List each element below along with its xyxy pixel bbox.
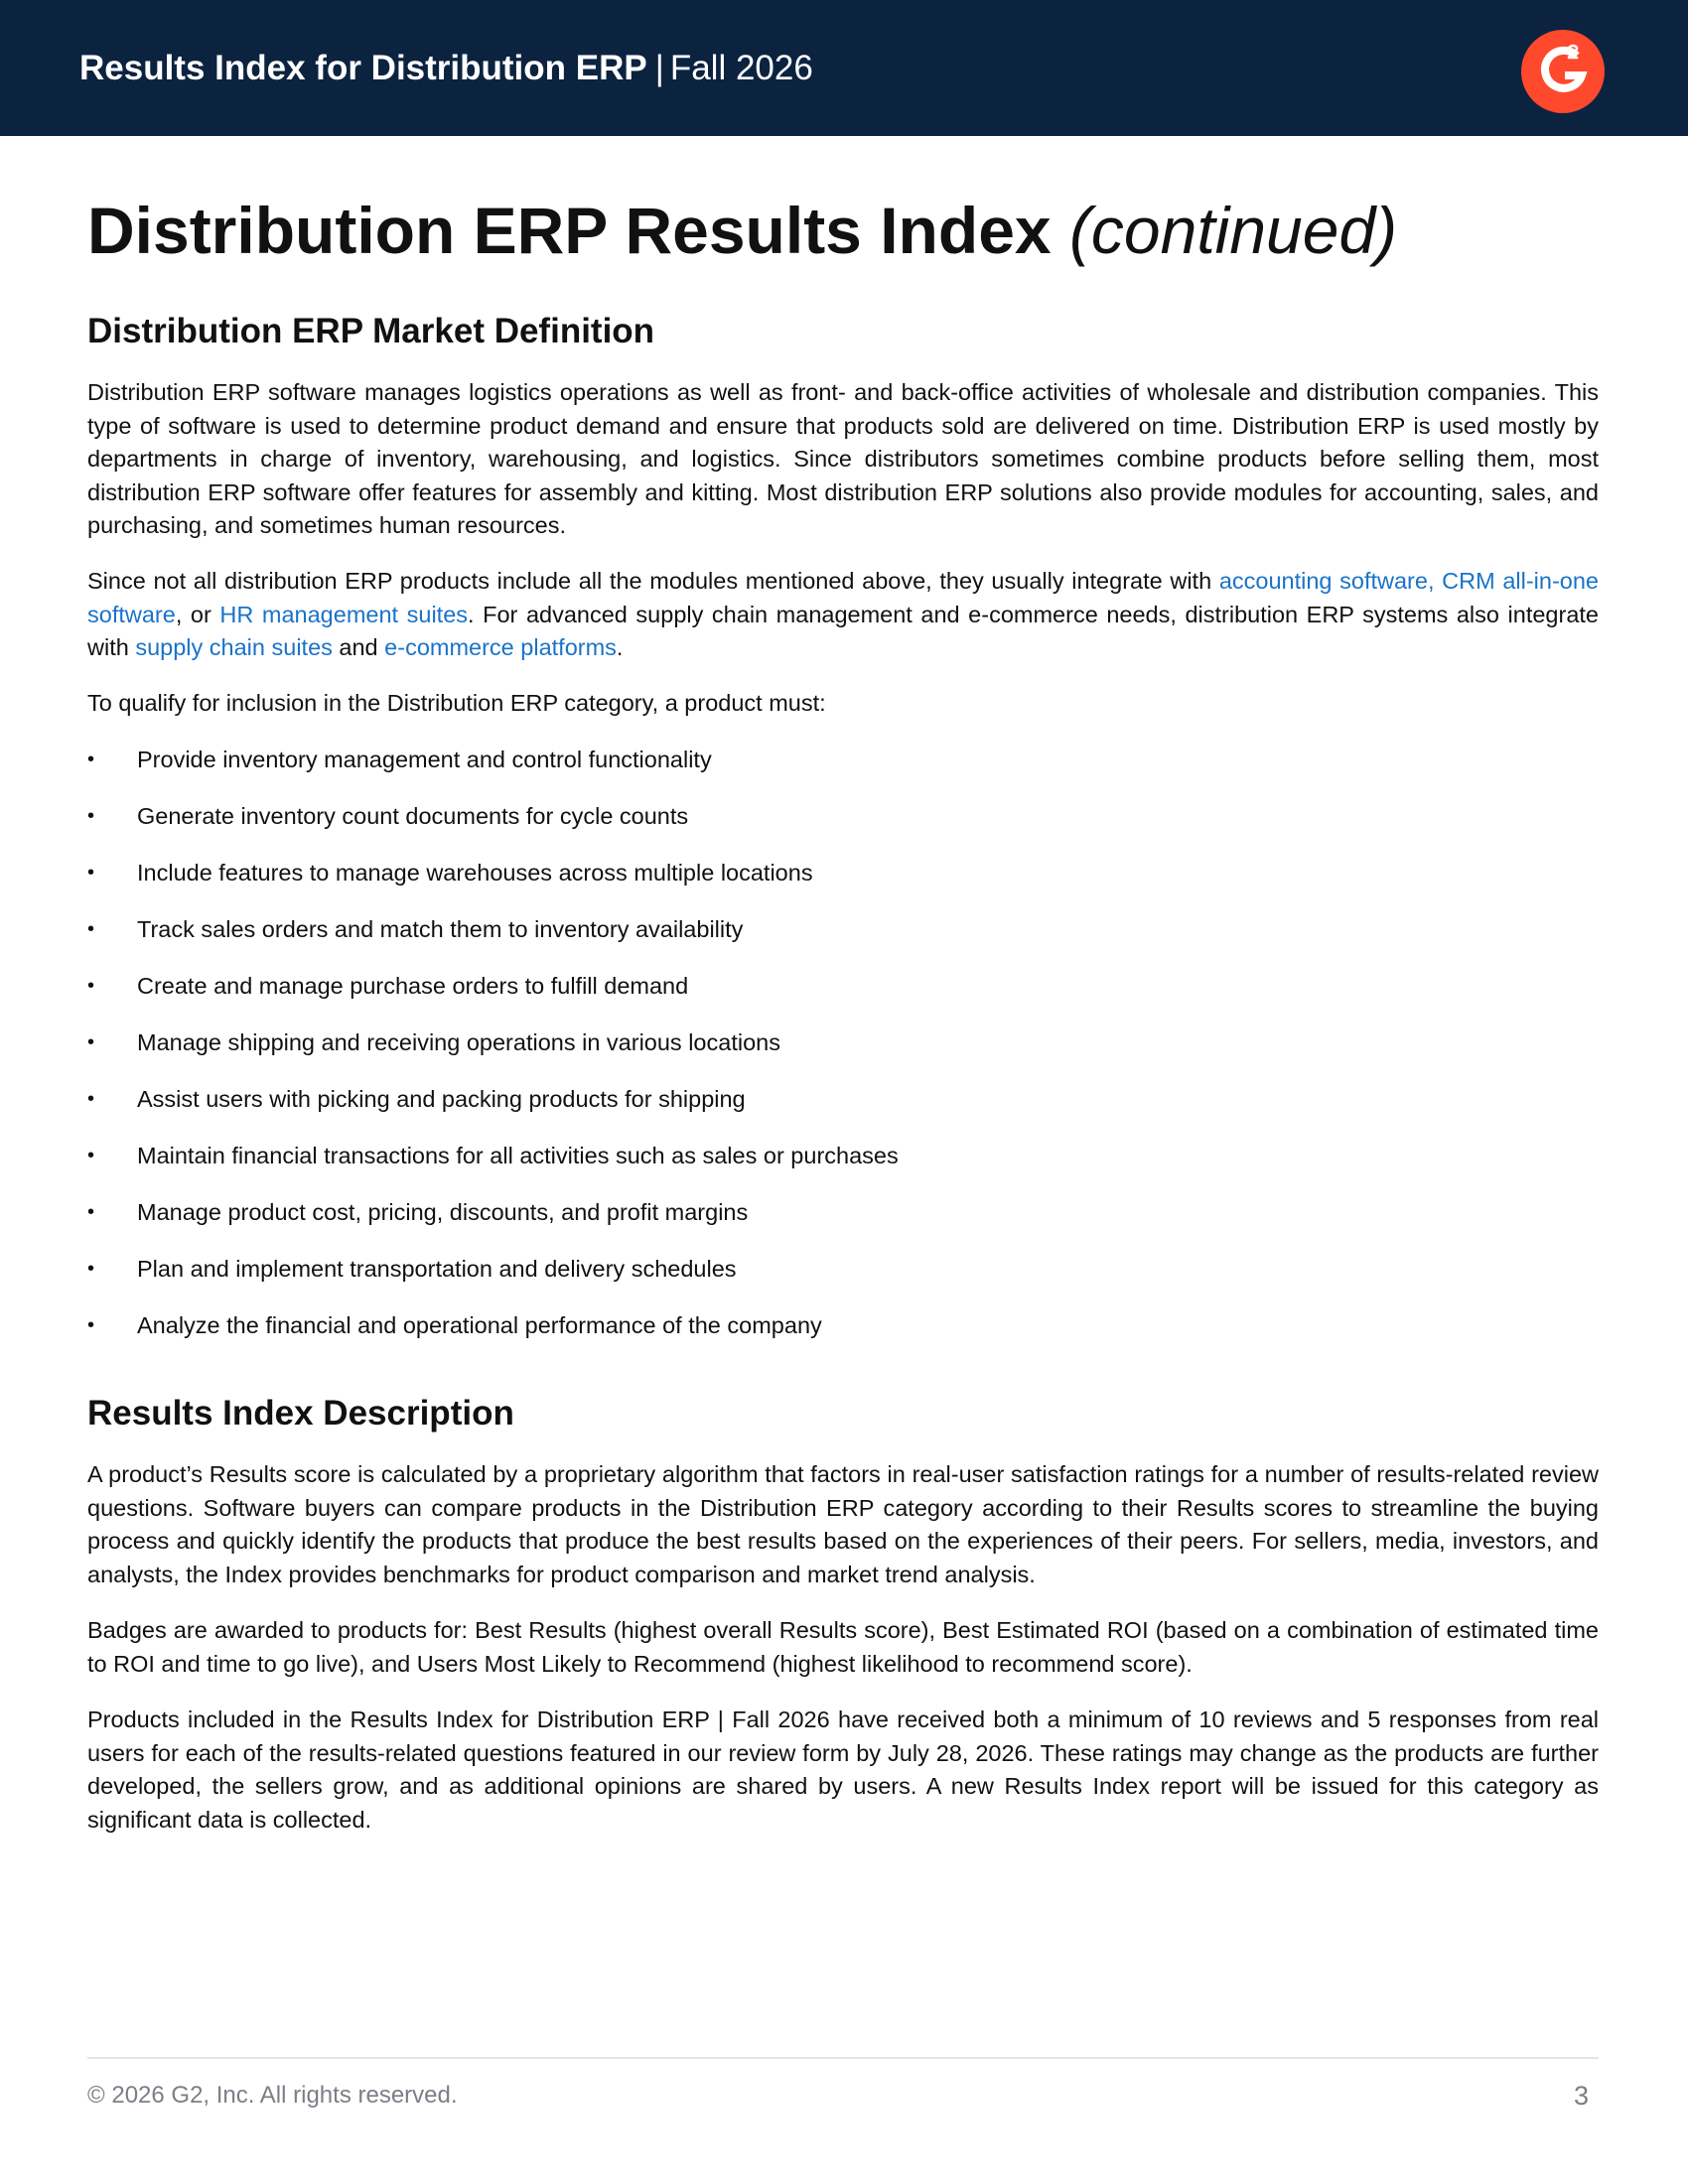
g2-logo-icon	[1521, 30, 1605, 113]
header-bar	[0, 0, 1688, 136]
criteria-text: Track sales orders and match them to inventory availability	[137, 916, 744, 942]
footer-copyright: © 2026 G2, Inc. All rights reserved.	[87, 2082, 458, 2109]
page-number: 3	[1573, 2081, 1589, 2111]
bullet-icon: •	[87, 1201, 95, 1223]
bullet-icon: •	[87, 805, 95, 827]
link-accounting-crm[interactable]: accounting software, CRM all-in-one software	[87, 568, 1599, 627]
integrations-paragraph	[87, 565, 1599, 665]
integrations-text-c: . For advanced supply chain management and e-commerce needs, distribution ERP systems also integrate with	[87, 601, 1599, 660]
page-title-main: Distribution ERP Results Index	[87, 194, 1052, 267]
integrations-text-b: , or	[175, 601, 220, 627]
list-item	[87, 1308, 1577, 1365]
criteria-text: Plan and implement transportation and delivery schedules	[137, 1256, 737, 1282]
integrations-text-d: and	[332, 634, 385, 660]
bullet-icon: •	[87, 1258, 95, 1280]
report-title	[79, 46, 813, 91]
link-ecommerce[interactable]: e-commerce platforms	[384, 634, 617, 660]
criteria-text: Assist users with picking and packing products for shipping	[137, 1086, 746, 1112]
criteria-text: Manage product cost, pricing, discounts, and profit margins	[137, 1199, 749, 1225]
criteria-text: Manage shipping and receiving operations in various locations	[137, 1029, 780, 1055]
title-separator: |	[654, 49, 664, 87]
list-item	[87, 969, 1577, 1025]
bullet-icon: •	[87, 1314, 95, 1336]
list-item	[87, 1082, 1577, 1139]
bullet-icon: •	[87, 749, 95, 770]
results-score-paragraph: A product’s Results score is calculated by a proprietary algorithm that factors in real-user satisfaction ratings for a number of results-related review questions. Software buyers can compare products in the Distribution ERP category according to their Results scores to streamline the buying process and quickly identify the products that produce the best results based on the experiences of their peers. For sellers, media, investors, and analysts, the Index provides benchmarks for product comparison and market trend analysis.	[87, 1461, 1599, 1587]
bullet-icon: •	[87, 1088, 95, 1110]
bullet-icon: •	[87, 975, 95, 997]
list-item	[87, 856, 1577, 912]
integrations-text-e: .	[616, 634, 624, 660]
results-index-heading: Results Index Description	[87, 1394, 514, 1433]
criteria-text: Maintain financial transactions for all activities such as sales or purchases	[137, 1143, 899, 1168]
page-title	[87, 191, 1617, 270]
inclusion-paragraph: Products included in the Results Index for Distribution ERP | Fall 2026 have received both a minimum of 10 reviews and 5 responses from real users for each of the results-related questions featured in our review form by July 28, 2026. These ratings may change as the products are further developed, the sellers grow, and as additional opinions are shared by users. A new Results Index report will be issued for this category as significant data is collected.	[87, 1706, 1599, 1833]
link-supply-chain[interactable]: supply chain suites	[135, 634, 333, 660]
bullet-icon: •	[87, 862, 95, 884]
list-item	[87, 799, 1577, 856]
list-item	[87, 1025, 1577, 1082]
criteria-text: Provide inventory management and control functionality	[137, 747, 712, 772]
qualify-intro: To qualify for inclusion in the Distribution ERP category, a product must:	[87, 690, 826, 716]
criteria-list	[87, 743, 1577, 1365]
bullet-icon: •	[87, 1145, 95, 1166]
report-title-text: Results Index for Distribution ERP	[79, 49, 647, 87]
list-item	[87, 1252, 1577, 1308]
list-item	[87, 1139, 1577, 1195]
report-season: Fall 2026	[669, 49, 813, 87]
footer-divider	[87, 2057, 1599, 2059]
list-item	[87, 743, 1577, 799]
criteria-text: Create and manage purchase orders to fulfill demand	[137, 973, 689, 999]
criteria-text: Include features to manage warehouses across multiple locations	[137, 860, 813, 886]
market-definition-paragraph: Distribution ERP software manages logistics operations as well as front- and back-office activities of wholesale and distribution companies. This type of software is used to determine product demand and ensure that products sold are delivered on time. Distribution ERP is used mostly by departments in charge of inventory, warehousing, and logistics. Since distributors sometimes combine products before selling them, most distribution ERP software offer features for assembly and kitting. Most distribution ERP solutions also provide modules for accounting, sales, and purchasing, and sometimes human resources.	[87, 379, 1599, 538]
market-definition-heading: Distribution ERP Market Definition	[87, 312, 655, 350]
page-title-suffix: (continued)	[1068, 194, 1398, 267]
integrations-text-a: Since not all distribution ERP products include all the modules mentioned above, they usually integrate with	[87, 568, 1219, 594]
badges-paragraph: Badges are awarded to products for: Best Results (highest overall Results score), Best Estimated ROI (based on a combination of estimated time to ROI and time to go live), and Users Most Likely to Recommend (highest likelihood to recommend score).	[87, 1617, 1599, 1677]
list-item	[87, 1195, 1577, 1252]
bullet-icon: •	[87, 918, 95, 940]
list-item	[87, 912, 1577, 969]
g2-logo	[1521, 30, 1605, 113]
criteria-text: Generate inventory count documents for cycle counts	[137, 803, 689, 829]
criteria-text: Analyze the financial and operational performance of the company	[137, 1312, 822, 1338]
link-hr-management[interactable]: HR management suites	[219, 601, 469, 627]
bullet-icon: •	[87, 1031, 95, 1053]
